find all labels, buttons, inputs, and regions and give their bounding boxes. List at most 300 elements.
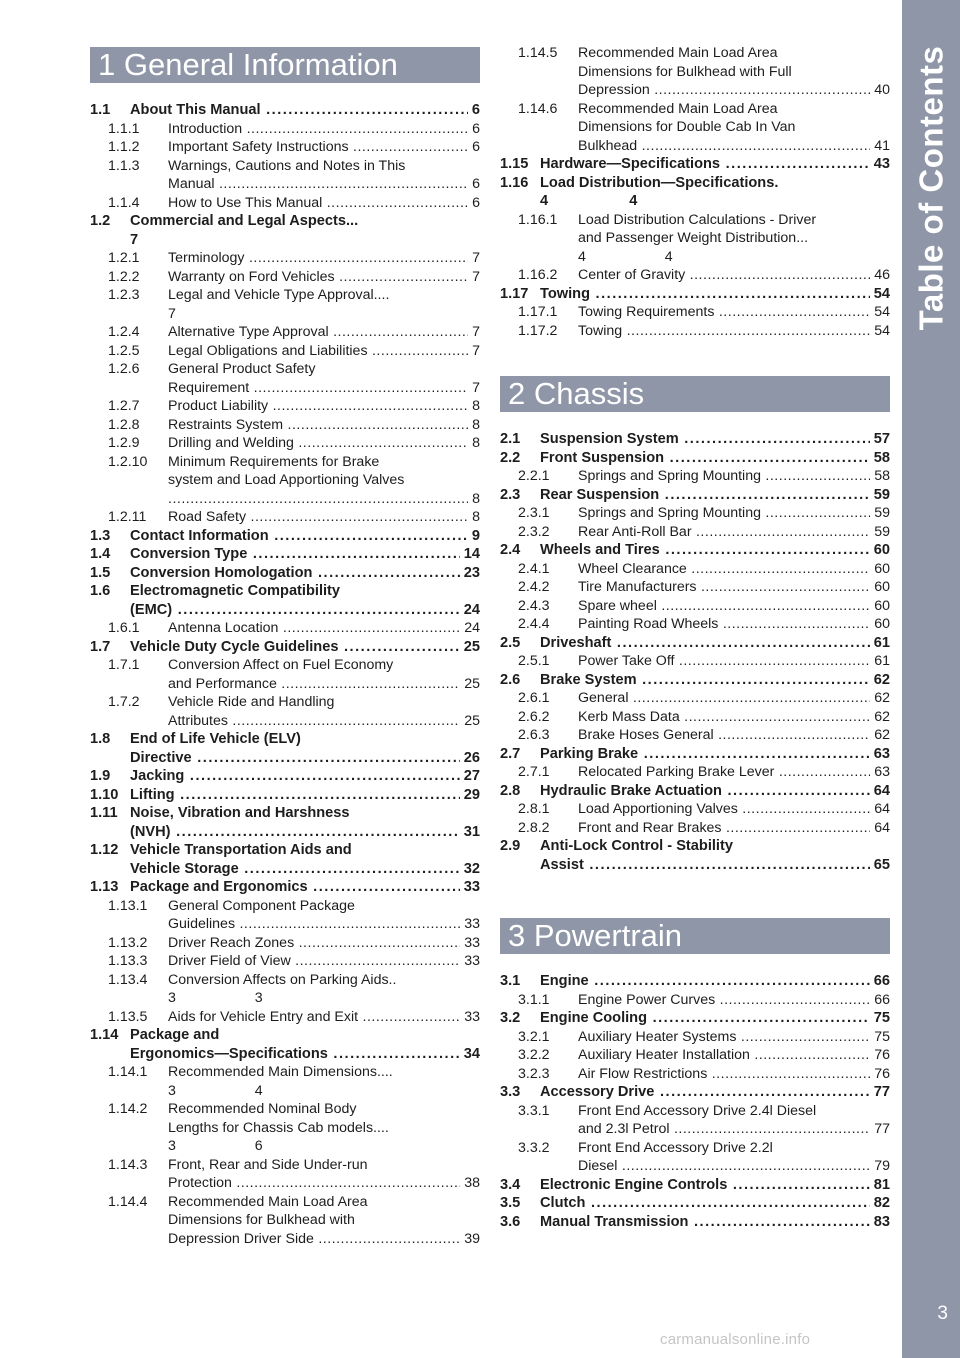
toc-entry[interactable] — [500, 174, 890, 211]
entry-title-continuation: Guidelines ..... — [168, 915, 460, 934]
toc-entry[interactable] — [90, 878, 480, 897]
toc-entry-line — [90, 286, 480, 305]
entry-title: Center of Gravity ..... — [578, 266, 870, 285]
toc-entry[interactable] — [90, 453, 480, 509]
entry-title-continuation: 7 — [130, 231, 139, 248]
entry-page-number: 62 — [874, 727, 890, 743]
toc-entry-line — [500, 689, 890, 708]
entry-page-number: 59 — [874, 523, 890, 540]
toc-entry[interactable] — [500, 763, 890, 782]
toc-entry[interactable] — [90, 934, 480, 953]
toc-entry[interactable] — [500, 1176, 890, 1195]
entry-title: Minimum Requirements for Brake — [168, 453, 380, 470]
entry-title: Accessory Drive ..... — [540, 1083, 870, 1102]
toc-entry-line — [90, 749, 480, 768]
entry-title: About This Manual ..... — [130, 101, 468, 120]
toc-entry[interactable] — [500, 837, 890, 874]
entry-page-number: 33 — [463, 879, 480, 895]
toc-entry[interactable] — [500, 155, 890, 174]
toc-entry[interactable] — [500, 1046, 890, 1065]
toc-entry-line — [90, 360, 480, 379]
entry-number: 1.12 — [90, 842, 119, 858]
entry-title: Hardware—Specifications ..... — [540, 155, 870, 174]
entry-number: 1.14.1 — [108, 1064, 148, 1080]
toc-entry-line — [500, 449, 890, 468]
entry-page-number: 33 — [464, 1008, 480, 1025]
entry-number: 1.14.2 — [108, 1101, 148, 1117]
toc-entry[interactable] — [90, 564, 480, 583]
toc-entry-line — [90, 675, 480, 694]
entry-title: Engine Cooling ..... — [540, 1009, 870, 1028]
toc-entry[interactable] — [500, 449, 890, 468]
toc-list-general-continued — [500, 44, 890, 340]
toc-entry-line — [500, 100, 890, 119]
toc-entry[interactable] — [90, 804, 480, 841]
entry-number: 1.7 — [90, 638, 111, 655]
entry-title-continuation: 7 — [168, 305, 176, 322]
entry-number: 3.6 — [500, 1213, 521, 1230]
entry-number: 1.13.4 — [108, 971, 148, 988]
toc-entry[interactable] — [90, 416, 480, 435]
entry-page-number: 33 — [464, 953, 480, 969]
toc-list-powertrain — [500, 972, 890, 1231]
entry-number: 3.2.3 — [518, 1065, 550, 1082]
entry-number: 2.6.3 — [518, 727, 550, 743]
toc-entry[interactable] — [500, 504, 890, 523]
entry-page-number: 6 — [471, 102, 480, 118]
entry-title: Road Safety ..... — [168, 508, 468, 527]
toc-entry[interactable] — [500, 285, 890, 304]
entry-number: 2.4 — [500, 542, 521, 558]
toc-entry-line — [500, 1102, 890, 1121]
entry-title: Anti-Lock Control - Stability — [540, 838, 733, 854]
toc-entry-line — [500, 819, 890, 838]
toc-entry-line — [500, 856, 890, 875]
toc-list-general — [90, 101, 480, 1248]
entry-page-number: 60 — [874, 579, 890, 595]
entry-title: Electronic Engine Controls ..... — [540, 1176, 870, 1195]
toc-entry[interactable] — [90, 619, 480, 638]
entry-number: 3.4 — [500, 1176, 521, 1193]
entry-number: 3.2.2 — [518, 1047, 550, 1063]
toc-entry[interactable] — [500, 1065, 890, 1084]
entry-title-continuation: Dimensions for Double Cab In Van — [578, 119, 796, 135]
entry-title: Alternative Type Approval ..... — [168, 323, 468, 342]
entry-page-number: 7 — [472, 379, 480, 396]
entry-page-number: 82 — [873, 1195, 890, 1211]
entry-number: 2.7 — [500, 745, 521, 762]
entry-page-number: 26 — [463, 749, 480, 766]
toc-entry[interactable] — [500, 523, 890, 542]
entry-title: Auxiliary Heater Systems ..... — [578, 1028, 870, 1047]
entry-title: Legal and Vehicle Type Approval.... — [168, 287, 390, 303]
toc-entry-line — [500, 1028, 890, 1047]
toc-entry-line — [90, 601, 480, 620]
toc-entry[interactable] — [90, 1193, 480, 1249]
toc-entry[interactable] — [90, 730, 480, 767]
entry-title: Parking Brake ..... — [540, 745, 870, 764]
entry-number: 1.13.1 — [108, 897, 148, 914]
entry-title: Front End Accessory Drive 2.4l Diesel — [578, 1102, 817, 1119]
toc-entry[interactable] — [500, 44, 890, 100]
toc-entry[interactable] — [90, 508, 480, 527]
toc-entry[interactable] — [500, 100, 890, 156]
toc-entry[interactable] — [500, 1028, 890, 1047]
toc-entry[interactable] — [500, 578, 890, 597]
toc-entry-line — [500, 1157, 890, 1176]
toc-entry[interactable] — [90, 1156, 480, 1193]
entry-number: 1.3 — [90, 527, 111, 544]
entry-number: 1.4 — [90, 546, 111, 562]
entry-title: Recommended Main Load Area — [578, 100, 778, 117]
toc-entry[interactable] — [500, 1213, 890, 1232]
toc-entry[interactable] — [90, 582, 480, 619]
toc-entry[interactable] — [90, 434, 480, 453]
entry-title: Towing Requirements ..... — [578, 303, 870, 322]
entry-number: 1.6 — [90, 583, 111, 599]
toc-entry[interactable] — [90, 638, 480, 657]
toc-entry-line — [500, 1009, 890, 1028]
entry-page-number: 79 — [874, 1158, 890, 1174]
toc-entry[interactable] — [90, 249, 480, 268]
toc-entry[interactable] — [500, 972, 890, 991]
toc-entry-line — [90, 1193, 480, 1212]
toc-entry[interactable] — [500, 689, 890, 708]
entry-title: Brake System ..... — [540, 671, 870, 690]
entry-title: Contact Information ..... — [130, 527, 468, 546]
entry-page-number: 60 — [874, 597, 890, 614]
toc-entry-line — [90, 878, 480, 897]
toc-entry[interactable] — [90, 971, 480, 1008]
entry-page-number: 60 — [874, 560, 890, 577]
entry-number: 3.3.1 — [518, 1102, 550, 1119]
toc-entry-line — [500, 430, 890, 449]
entry-number: 1.17.2 — [518, 322, 558, 339]
toc-entry[interactable] — [90, 157, 480, 194]
entry-title: Wheel Clearance ..... — [578, 560, 870, 579]
entry-title: Brake Hoses General ..... — [578, 726, 870, 745]
toc-entry[interactable] — [90, 693, 480, 730]
toc-entry-line — [90, 730, 480, 749]
toc-entry-line — [500, 972, 890, 991]
entry-title-continuation: Protection ..... — [168, 1174, 460, 1193]
toc-entry[interactable] — [500, 1194, 890, 1213]
entry-number: 2.4.1 — [518, 560, 550, 577]
entry-title: Driver Reach Zones ..... — [168, 934, 460, 953]
entry-number: 1.7.2 — [108, 694, 140, 710]
entry-number: 1.14.3 — [108, 1156, 148, 1173]
toc-entry[interactable] — [500, 1139, 890, 1176]
toc-entry-line — [90, 175, 480, 194]
toc-entry[interactable] — [500, 652, 890, 671]
entry-title: Relocated Parking Brake Lever ..... — [578, 763, 870, 782]
entry-page-number: 8 — [472, 398, 480, 414]
entry-page-number: 43 — [873, 156, 890, 172]
entry-title: Conversion Homologation ..... — [130, 564, 460, 583]
toc-entry[interactable] — [500, 322, 890, 341]
entry-number: 1.16 — [500, 174, 529, 191]
entry-page-number: 24 — [464, 620, 480, 636]
entry-title-continuation: 3 3 — [168, 990, 263, 1006]
toc-entry[interactable] — [500, 708, 890, 727]
entry-number: 1.13.2 — [108, 934, 148, 951]
toc-entry-line — [90, 619, 480, 638]
toc-entry-line — [90, 1026, 480, 1045]
toc-entry-line — [90, 767, 480, 786]
entry-page-number: 83 — [873, 1213, 890, 1230]
toc-entry-line — [500, 174, 890, 193]
toc-entry-line — [90, 490, 480, 509]
entry-number: 1.2.9 — [108, 435, 140, 451]
entry-title: Recommended Nominal Body — [168, 1101, 357, 1117]
entry-number: 1.2.8 — [108, 416, 140, 433]
entry-number: 3.1 — [500, 973, 521, 989]
toc-entry-line — [90, 1045, 480, 1064]
entry-number: 2.3.1 — [518, 505, 550, 521]
entry-page-number: 60 — [874, 616, 890, 632]
watermark: carmanualsonline.info — [660, 1331, 811, 1348]
entry-number: 2.8.1 — [518, 801, 550, 817]
entry-title: Important Safety Instructions ..... — [168, 138, 468, 157]
entry-page-number: 6 — [472, 194, 480, 211]
toc-entry-line — [500, 523, 890, 542]
entry-title: Terminology ..... — [168, 249, 468, 268]
entry-title: Load Distribution—Specifications. — [540, 174, 779, 191]
entry-title-continuation: Bulkhead ..... — [578, 137, 870, 156]
toc-entry[interactable] — [90, 397, 480, 416]
entry-title: Recommended Main Load Area — [168, 1193, 368, 1210]
entry-title: Antenna Location ..... — [168, 619, 460, 638]
entry-number: 2.9 — [500, 838, 521, 854]
entry-number: 1.11 — [90, 805, 118, 821]
toc-entry[interactable] — [90, 360, 480, 397]
toc-entry[interactable] — [500, 211, 890, 267]
toc-entry[interactable] — [500, 1009, 890, 1028]
entry-page-number: 31 — [463, 823, 480, 840]
toc-entry[interactable] — [90, 1100, 480, 1156]
entry-page-number: 77 — [873, 1084, 890, 1100]
entry-number: 1.1.1 — [108, 120, 140, 137]
toc-entry[interactable] — [90, 527, 480, 546]
toc-entry[interactable] — [90, 194, 480, 213]
toc-entry-line — [90, 527, 480, 546]
toc-entry[interactable] — [500, 1102, 890, 1139]
entry-page-number: 6 — [472, 176, 480, 192]
entry-title: Front and Rear Brakes ..... — [578, 819, 870, 838]
entry-number: 1.14 — [90, 1027, 119, 1043]
entry-title: Driver Field of View ..... — [168, 952, 460, 971]
toc-entry[interactable] — [90, 120, 480, 139]
toc-entry[interactable] — [500, 745, 890, 764]
toc-entry-line — [90, 1063, 480, 1082]
toc-entry[interactable] — [500, 303, 890, 322]
toc-entry[interactable] — [90, 767, 480, 786]
toc-entry[interactable] — [90, 1026, 480, 1063]
entry-page-number: 81 — [873, 1176, 890, 1193]
toc-entry-line — [90, 323, 480, 342]
toc-entry-line — [90, 804, 480, 823]
toc-entry-line — [500, 541, 890, 560]
toc-entry[interactable] — [90, 1008, 480, 1027]
toc-entry[interactable] — [90, 323, 480, 342]
entry-number: 1.7.1 — [108, 657, 140, 673]
toc-entry[interactable] — [90, 1063, 480, 1100]
entry-page-number: 24 — [463, 601, 480, 618]
toc-entry[interactable] — [500, 1083, 890, 1102]
entry-title-continuation: 3 4 — [168, 1082, 263, 1099]
entry-number: 2.7.1 — [518, 764, 550, 780]
toc-entry-line — [500, 1194, 890, 1213]
toc-entry[interactable] — [90, 342, 480, 361]
entry-page-number: 61 — [874, 653, 890, 669]
toc-entry[interactable] — [90, 897, 480, 934]
toc-entry-line — [500, 81, 890, 100]
entry-title: Vehicle Duty Cycle Guidelines ..... — [130, 638, 460, 657]
entry-title: General Product Safety — [168, 361, 316, 377]
toc-entry[interactable] — [500, 634, 890, 653]
entry-title: Drilling and Welding ..... — [168, 434, 468, 453]
toc-entry[interactable] — [90, 786, 480, 805]
toc-list-chassis — [500, 430, 890, 874]
entry-page-number: 40 — [874, 82, 890, 98]
entry-title: Spare wheel ..... — [578, 597, 870, 616]
entry-number: 1.1.2 — [108, 139, 140, 155]
toc-entry-line — [90, 397, 480, 416]
entry-number: 1.9 — [90, 768, 111, 784]
entry-page-number: 62 — [874, 708, 890, 725]
toc-entry[interactable] — [90, 841, 480, 878]
entry-number: 1.2.3 — [108, 287, 140, 303]
entry-title: Kerb Mass Data ..... — [578, 708, 870, 727]
entry-page-number: 57 — [873, 431, 890, 447]
entry-number: 1.10 — [90, 786, 119, 803]
entry-title-continuation: 4 4 — [578, 248, 673, 265]
toc-entry[interactable] — [500, 597, 890, 616]
entry-page-number: 8 — [472, 490, 480, 507]
entry-number: 2.8 — [500, 782, 521, 799]
toc-entry[interactable] — [500, 541, 890, 560]
toc-entry[interactable] — [500, 991, 890, 1010]
entry-title: Engine ..... — [540, 972, 870, 991]
entry-page-number: 76 — [874, 1047, 890, 1063]
entry-page-number: 64 — [873, 782, 890, 799]
entry-title: Load Distribution Calculations - Driver — [578, 211, 817, 228]
toc-entry[interactable] — [90, 212, 480, 249]
entry-title: Lifting ..... — [130, 786, 460, 805]
entry-page-number: 38 — [464, 1175, 480, 1191]
toc-entry-line — [500, 1213, 890, 1232]
entry-page-number: 66 — [874, 991, 890, 1008]
toc-entry[interactable] — [500, 726, 890, 745]
entry-number: 1.13.5 — [108, 1008, 148, 1025]
toc-entry[interactable] — [90, 138, 480, 157]
entry-title: Driveshaft ..... — [540, 634, 870, 653]
entry-page-number: 7 — [472, 342, 480, 359]
toc-entry[interactable] — [90, 101, 480, 120]
toc-entry[interactable] — [90, 268, 480, 287]
toc-entry-line — [500, 322, 890, 341]
toc-entry-line — [90, 897, 480, 916]
entry-number: 1.14.6 — [518, 100, 558, 117]
entry-title: Conversion Affects on Parking Aids.. — [168, 971, 397, 988]
entry-title: Warranty on Ford Vehicles ..... — [168, 268, 468, 287]
entry-title-continuation: (EMC) ..... — [130, 601, 460, 620]
toc-entry-line — [500, 1065, 890, 1084]
entry-title-continuation: Attributes ..... — [168, 712, 460, 731]
entry-title-continuation: 3 6 — [168, 1138, 263, 1154]
toc-entry[interactable] — [500, 800, 890, 819]
entry-title: Vehicle Ride and Handling — [168, 694, 335, 710]
entry-title: Front End Accessory Drive 2.2l — [578, 1139, 773, 1156]
toc-entry[interactable] — [90, 952, 480, 971]
entry-number: 1.16.1 — [518, 211, 558, 228]
entry-number: 1.17 — [500, 285, 529, 302]
entry-title-continuation: and Performance ..... — [168, 675, 460, 694]
entry-title: Front Suspension ..... — [540, 449, 870, 468]
toc-entry[interactable] — [500, 560, 890, 579]
toc-entry-line — [500, 467, 890, 486]
toc-entry-line — [500, 266, 890, 285]
entry-number: 1.13.3 — [108, 953, 148, 969]
toc-entry[interactable] — [500, 467, 890, 486]
entry-page-number: 14 — [463, 546, 480, 562]
entry-title: Restraints System ..... — [168, 416, 468, 435]
toc-entry[interactable] — [500, 486, 890, 505]
toc-entry[interactable] — [500, 671, 890, 690]
entry-title: Package and Ergonomics ..... — [130, 878, 460, 897]
toc-entry[interactable] — [90, 656, 480, 693]
entry-number: 1.15 — [500, 156, 529, 172]
toc-entry[interactable] — [90, 286, 480, 323]
toc-entry[interactable] — [500, 615, 890, 634]
entry-page-number: 63 — [873, 745, 890, 762]
entry-number: 1.14.5 — [518, 45, 558, 61]
entry-number: 2.6.1 — [518, 690, 550, 706]
toc-entry[interactable] — [500, 266, 890, 285]
toc-entry[interactable] — [500, 819, 890, 838]
toc-left-column — [90, 47, 480, 1248]
entry-page-number: 33 — [464, 934, 480, 951]
entry-title-continuation: Depression Driver Side ..... — [168, 1230, 460, 1249]
entry-title: Legal Obligations and Liabilities ..... — [168, 342, 468, 361]
toc-entry-line — [500, 634, 890, 653]
entry-page-number: 65 — [873, 856, 890, 873]
toc-entry-line — [500, 652, 890, 671]
entry-page-number: 25 — [463, 638, 480, 655]
toc-entry-line — [500, 1083, 890, 1102]
toc-entry[interactable] — [90, 545, 480, 564]
entry-number: 2.3 — [500, 486, 521, 503]
entry-page-number: 9 — [471, 527, 480, 544]
entry-title-continuation: Manual ..... — [168, 175, 468, 194]
toc-entry[interactable] — [500, 782, 890, 801]
entry-title: Wheels and Tires ..... — [540, 541, 870, 560]
toc-entry-line — [90, 1230, 480, 1249]
entry-title: Recommended Main Dimensions.... — [168, 1064, 393, 1080]
entry-page-number: 76 — [874, 1065, 890, 1082]
toc-entry-line — [90, 823, 480, 842]
entry-title: Towing ..... — [578, 322, 870, 341]
toc-entry[interactable] — [500, 430, 890, 449]
entry-page-number: 63 — [874, 764, 890, 780]
section-heading-chassis: 2 Chassis — [500, 376, 890, 412]
entry-title-continuation: Depression ..... — [578, 81, 870, 100]
toc-entry-line — [500, 303, 890, 322]
entry-title: Manual Transmission ..... — [540, 1213, 870, 1232]
entry-title-continuation: Requirement ..... — [168, 379, 468, 398]
entry-number: 1.2.1 — [108, 250, 140, 266]
toc-entry-line — [500, 137, 890, 156]
